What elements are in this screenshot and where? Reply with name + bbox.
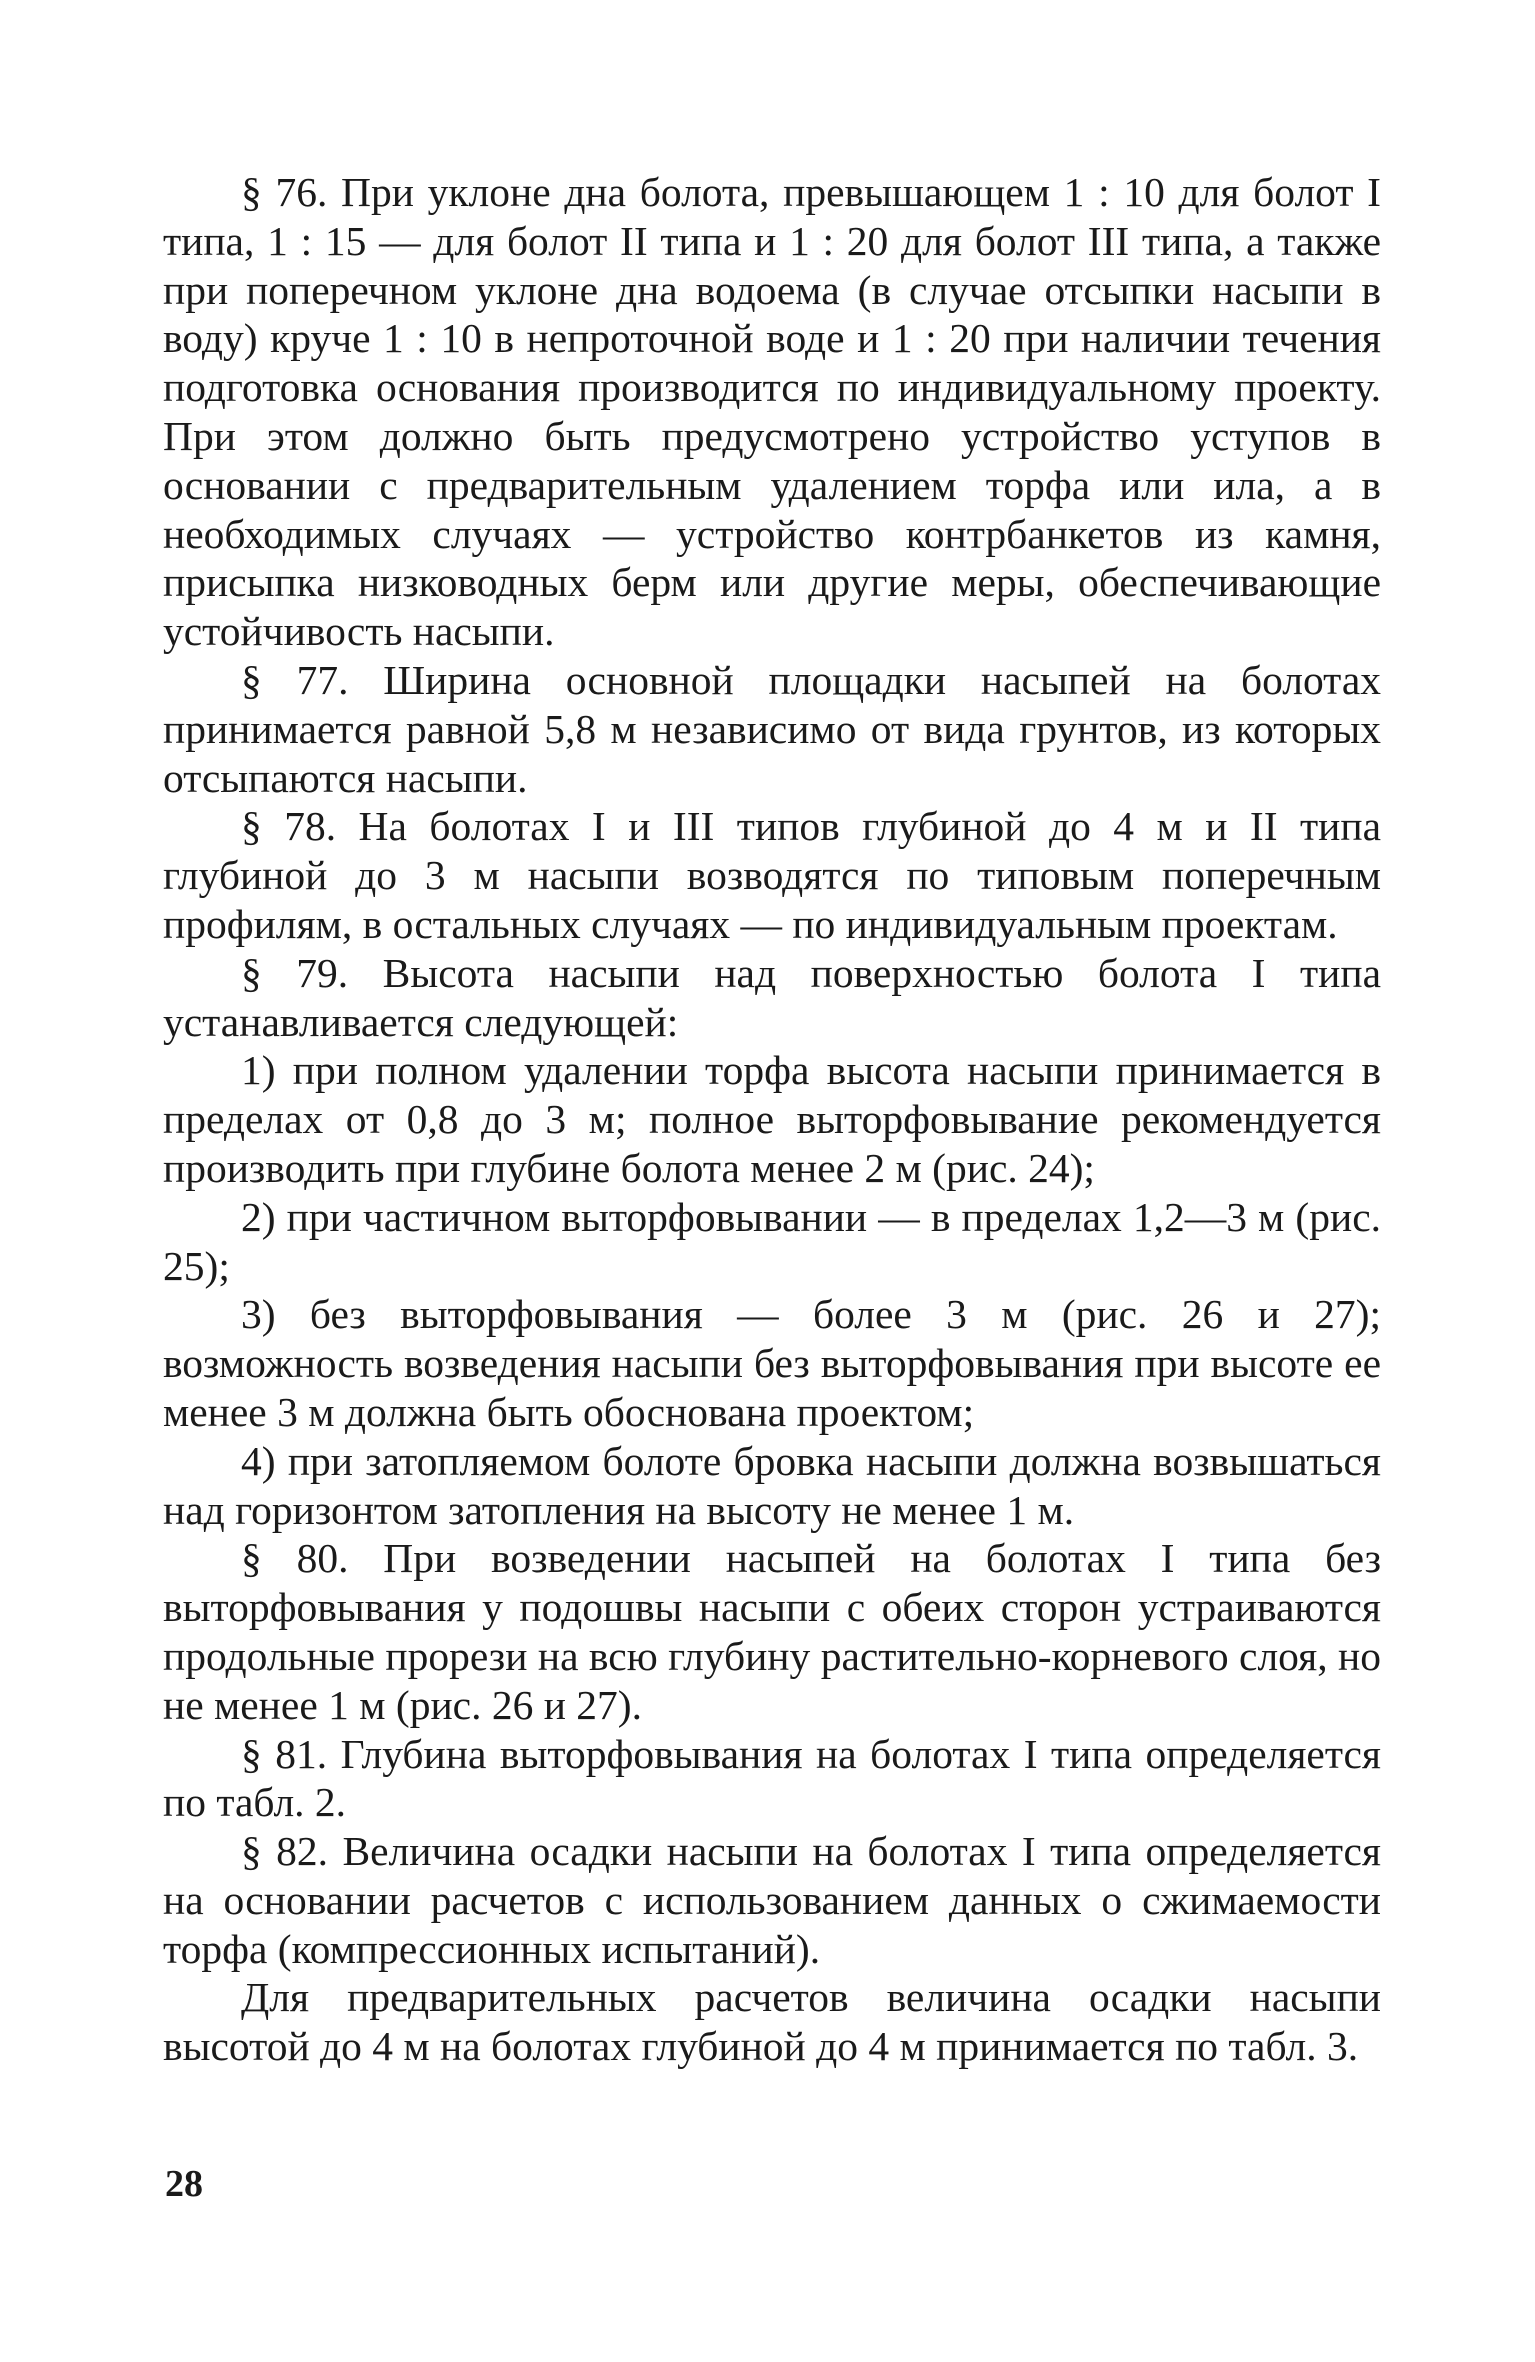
body-text bbox=[163, 168, 1381, 2071]
list-item-2: 2) при частичном выторфовывании — в пределах 1,2—3 м (рис. 25); bbox=[163, 1193, 1381, 1289]
paragraph-77: § 77. Ширина основной площадки насыпей на болотах принимается равной 5,8 м независимо от вида грунтов, из которых отсыпаются насыпи. bbox=[163, 656, 1381, 801]
page-number: 28 bbox=[165, 2163, 203, 2205]
paragraph-76: § 76. При уклоне дна болота, превышающем 1 : 10 для болот I типа, 1 : 15 — для болот II типа и 1 : 20 для болот III типа, а также при поперечном уклоне дна водоема (в случае отсыпки насыпи в воду) круче 1 : 10 в непроточной воде и 1 : 20 при наличии течения подготовка основания производится по индивидуальному проекту. При этом должно быть предусмотрено устройство уступов в основании с предварительным удалением торфа или ила, а в необходимых случаях — устройство контрбанкетов из камня, присыпка низководных берм или другие меры, обеспечивающие устойчивость насыпи. bbox=[163, 169, 1381, 655]
list-item-1: 1) при полном удалении торфа высота насыпи принимается в пределах от 0,8 до 3 м; полное выторфовывание рекомендуется производить при глубине болота менее 2 м (рис. 24); bbox=[163, 1047, 1381, 1191]
paragraph-preliminary: Для предварительных расчетов величина осадки насыпи высотой до 4 м на болотах глубиной до 4 м принимается по табл. 3. bbox=[163, 1974, 1381, 2070]
list-item-4: 4) при затопляемом болоте бровка насыпи должна возвышаться над горизонтом затопления на высоту не менее 1 м. bbox=[163, 1437, 1381, 1533]
paragraph-81: § 81. Глубина выторфовывания на болотах I типа определяется по табл. 2. bbox=[163, 1730, 1381, 1826]
paragraph-82: § 82. Величина осадки насыпи на болотах I типа определяется на основании расчетов с использованием данных о сжимаемости торфа (компрессионных испытаний). bbox=[163, 1828, 1381, 1972]
paragraph-79: § 79. Высота насыпи над поверхностью болота I типа устанавливается следующей: bbox=[163, 949, 1381, 1045]
list-item-3: 3) без выторфовывания — более 3 м (рис. 26 и 27); возможность возведения насыпи без выторфовывания при высоте ее менее 3 м должна быть обоснована проектом; bbox=[163, 1291, 1381, 1435]
paragraph-78: § 78. На болотах I и III типов глубиной до 4 м и II типа глубиной до 3 м насыпи возводятся по типовым поперечным профилям, в остальных случаях — по индивидуальным проектам. bbox=[163, 803, 1381, 947]
paragraph-80: § 80. При возведении насыпей на болотах I типа без выторфовывания у подошвы насыпи с обеих сторон устраиваются продольные прорези на всю глубину растительно-корневого слоя, но не менее 1 м (рис. 26 и 27). bbox=[163, 1535, 1381, 1728]
